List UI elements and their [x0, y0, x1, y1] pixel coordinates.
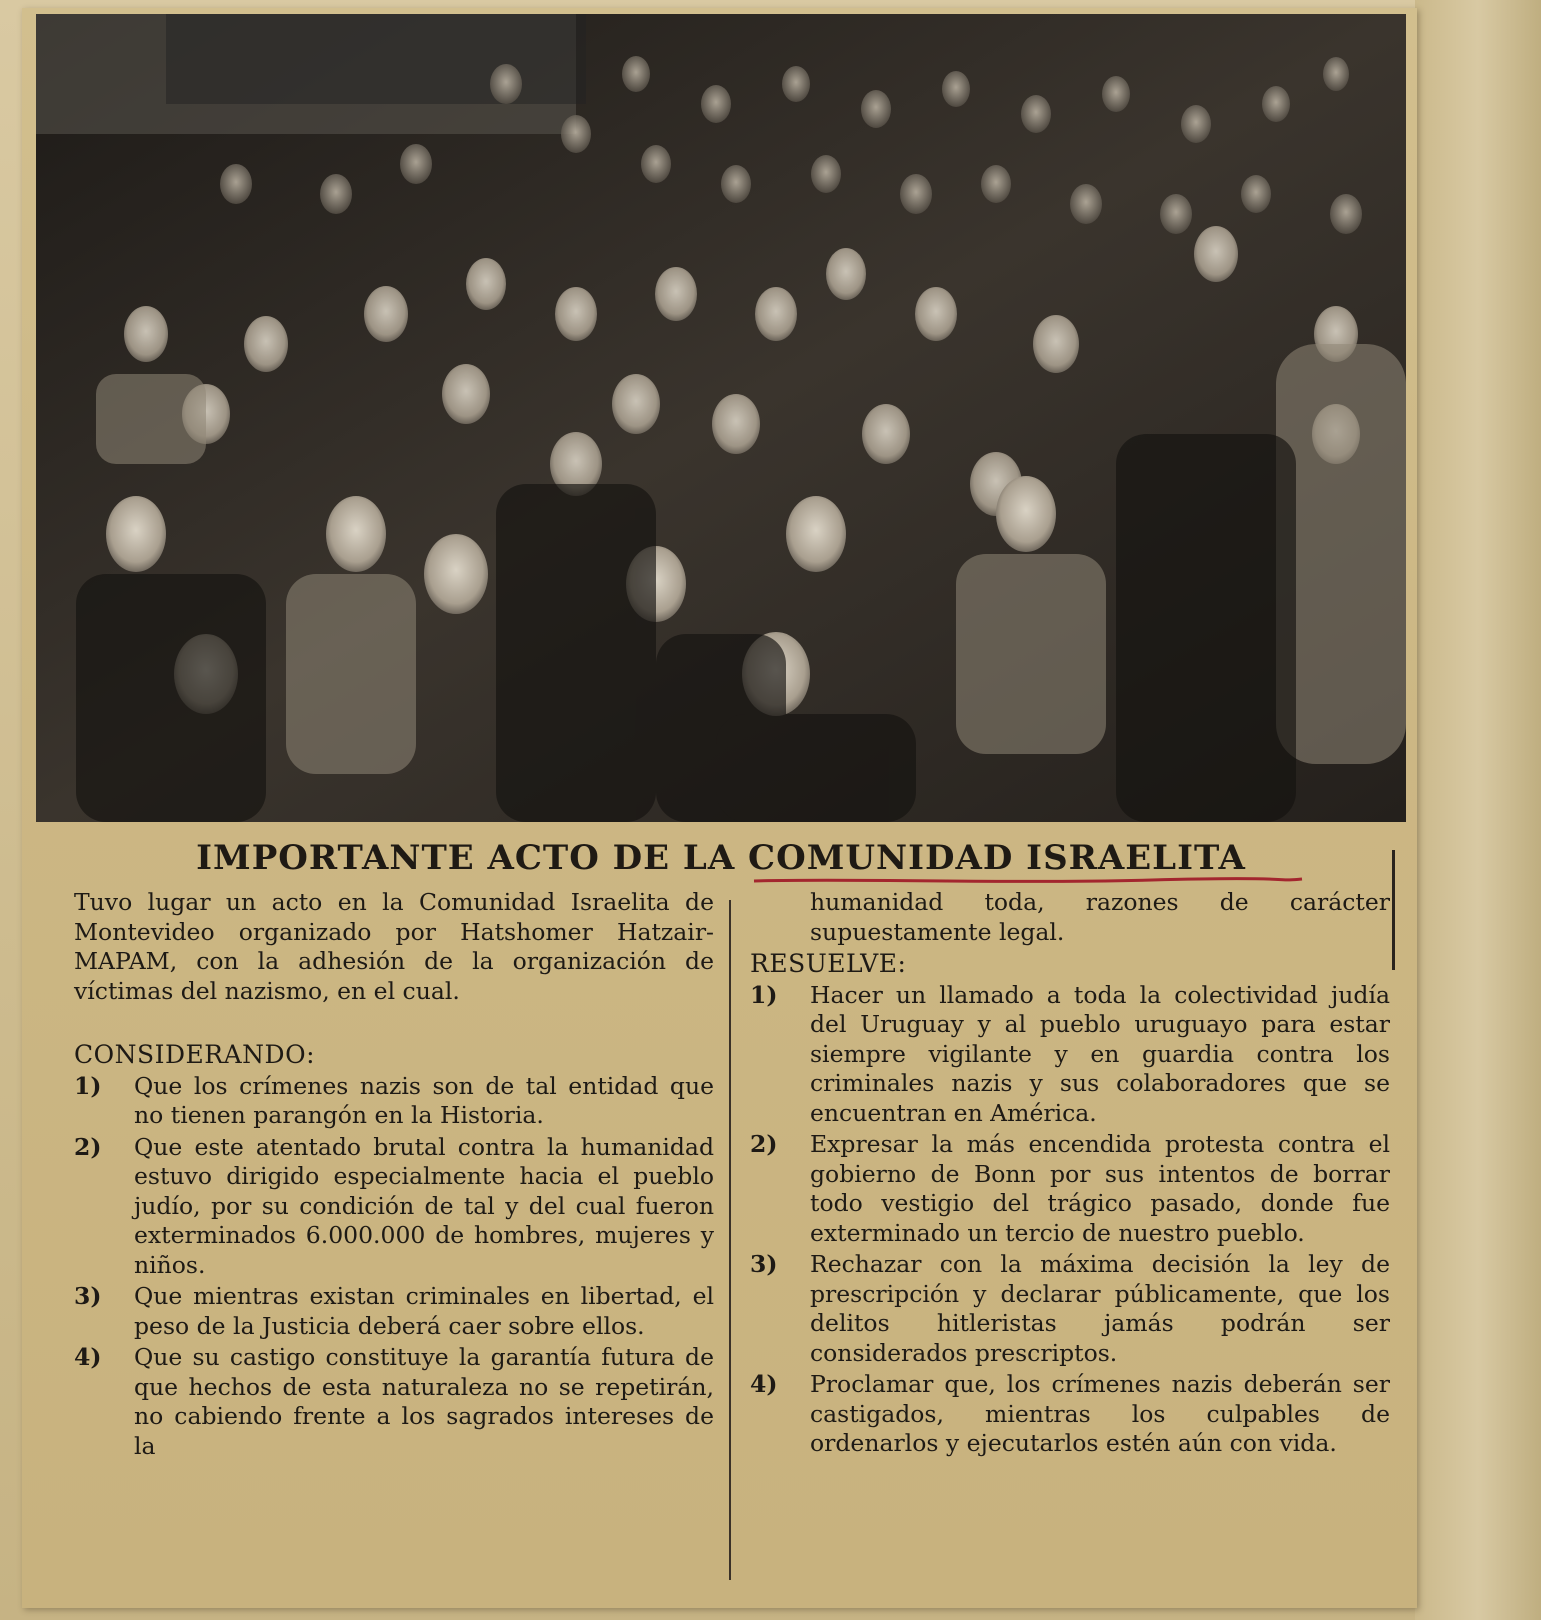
considerando-item — [74, 1072, 714, 1131]
item-text: Que los crímenes nazis son de tal entidad que no tienen parangón en la Historia. — [134, 1071, 714, 1129]
item-number: 2) — [750, 1130, 778, 1158]
considerando-item — [74, 1133, 714, 1281]
column-divider — [729, 900, 731, 1580]
item-text: Expresar la más encendida protesta contra el gobierno de Bonn por sus intentos de borrar todo vestigio del trágico pasado, donde fue exterminado un tercio de nuestro pueblo. — [810, 1130, 1390, 1247]
item-number: 4) — [74, 1343, 102, 1371]
item-text: Que su castigo constituye la garantía futura de que hechos de esta naturaleza no se repetirán, no cabiendo frente a los sagrados intereses de la — [134, 1343, 714, 1460]
headline: IMPORTANTE ACTO DE LA COMUNIDAD ISRAELITA — [196, 838, 1246, 878]
item-number: 1) — [74, 1071, 102, 1100]
considerando-item — [74, 1343, 714, 1461]
considerando-label: CONSIDERANDO: — [74, 1040, 316, 1069]
item-number: 1) — [750, 980, 778, 1009]
item-number: 3) — [74, 1282, 102, 1310]
resuelve-item — [750, 1130, 1390, 1248]
item-text: Que mientras existan criminales en libertad, el peso de la Justicia deberá caer sobre ellos. — [134, 1282, 714, 1340]
item-text: Rechazar con la máxima decisión la ley de prescripción y declarar públicamente, que los delitos hitleristas jamás podrán ser considerados prescriptos. — [810, 1250, 1390, 1367]
resuelve-item — [750, 1370, 1390, 1459]
crowd-photo-image — [36, 14, 1406, 822]
crowd-photograph — [36, 14, 1406, 822]
considerando-item — [74, 1282, 714, 1341]
right-column — [750, 888, 1390, 1461]
margin-bracket-mark — [1392, 850, 1395, 970]
red-underline-mark — [752, 874, 1304, 888]
resuelve-item — [750, 1250, 1390, 1368]
continuation-text: humanidad toda, razones de carácter supuestamente legal. — [810, 888, 1390, 946]
item-number: 3) — [750, 1250, 778, 1278]
intro-paragraph: Tuvo lugar un acto en la Comunidad Israelita de Montevideo organizado por Hatshomer Hatzair-MAPAM, con la adhesión de la organización de víctimas del nazismo, en el cual. — [74, 888, 714, 1005]
item-number: 2) — [74, 1132, 102, 1161]
left-column — [74, 888, 714, 1463]
item-text: Proclamar que, los crímenes nazis deberán ser castigados, mientras los culpables de ordenarlos y ejecutarlos estén aún con vida. — [810, 1370, 1390, 1457]
resuelve-label: RESUELVE: — [750, 949, 907, 978]
background-strip — [1415, 0, 1541, 1620]
resuelve-item — [750, 981, 1390, 1129]
item-text: Hacer un llamado a toda la colectividad judía del Uruguay y al pueblo uruguayo para estar siempre vigilante y en guardia contra los criminales nazis y sus colaboradores que se encuentran en América. — [810, 980, 1390, 1127]
item-number: 4) — [750, 1370, 778, 1398]
item-text: Que este atentado brutal contra la humanidad estuvo dirigido especialmente hacia el pueblo judío, por su condición de tal y del cual fueron exterminados 6.000.000 de hombres, mujeres y niños. — [134, 1132, 714, 1279]
